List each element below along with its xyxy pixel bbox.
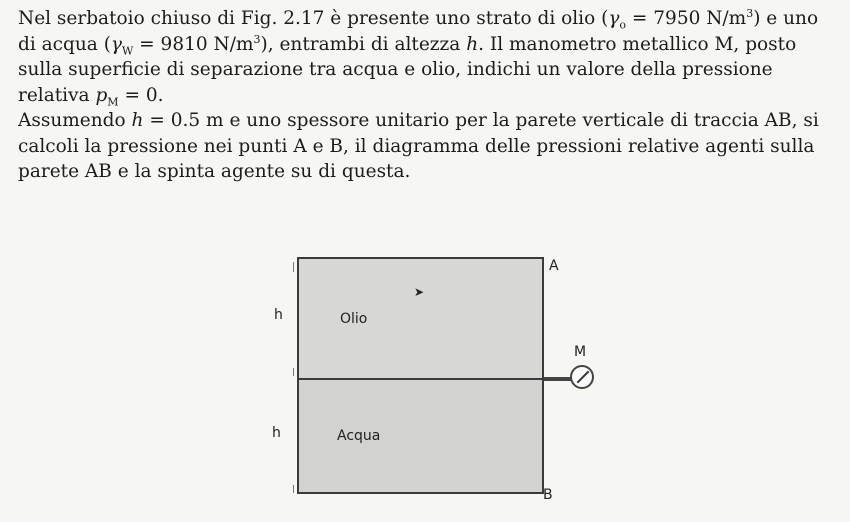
height-top-label: h bbox=[274, 307, 283, 323]
oil-label: Olio bbox=[340, 311, 368, 327]
text-segment: ) e uno di acqua ( bbox=[18, 8, 819, 55]
gamma-oil-exponent: 3 bbox=[746, 6, 754, 20]
oil-water-interface bbox=[297, 378, 544, 380]
water-layer bbox=[299, 380, 542, 492]
point-a-label: A bbox=[549, 258, 559, 274]
dimension-tick bbox=[293, 368, 294, 376]
dimension-tick bbox=[293, 262, 294, 272]
gamma-water-value: = 9810 N/m bbox=[133, 33, 254, 55]
text-segment: = 0.5 m e uno spessore unitario per la parete verticale di traccia AB, si calcoli la pressione nei punti A e B, il diagramma delle pressioni relative agenti sulla parete AB e la spinta agente su di questa. bbox=[18, 110, 819, 182]
dimension-tick bbox=[293, 485, 294, 493]
pressure-subscript: M bbox=[107, 95, 119, 109]
text-segment: Assumendo bbox=[18, 110, 132, 131]
point-b-label: B bbox=[543, 487, 553, 503]
height-symbol: h bbox=[466, 33, 479, 55]
gamma-water-exponent: 3 bbox=[253, 32, 261, 46]
cursor-arrow-icon: ➤ bbox=[414, 285, 425, 299]
problem-text bbox=[18, 6, 840, 185]
height-bottom-label: h bbox=[272, 425, 281, 441]
gamma-oil-value: = 7950 N/m bbox=[626, 8, 747, 29]
pressure-value: = 0. bbox=[118, 84, 164, 106]
gamma-water-symbol: γ bbox=[110, 33, 122, 55]
text-segment: ), entrambi di altezza bbox=[260, 33, 467, 55]
text-segment: Nel serbatoio chiuso di Fig. 2.17 è presente uno strato di olio ( bbox=[18, 8, 609, 29]
gamma-oil-subscript: o bbox=[619, 18, 627, 32]
text-segment: . Il manometro metallico M, posto sulla superficie di separazione tra acqua e olio, indichi un valore della pressione relativa bbox=[18, 33, 797, 106]
water-label: Acqua bbox=[337, 428, 381, 444]
gamma-oil-symbol: γ bbox=[608, 8, 620, 29]
pressure-gauge-icon bbox=[570, 365, 594, 389]
gamma-water-subscript: W bbox=[121, 44, 134, 58]
height-symbol: h bbox=[131, 110, 144, 131]
gauge-m-label: M bbox=[574, 344, 587, 360]
gauge-needle bbox=[577, 371, 590, 384]
pressure-symbol: p bbox=[95, 84, 108, 106]
